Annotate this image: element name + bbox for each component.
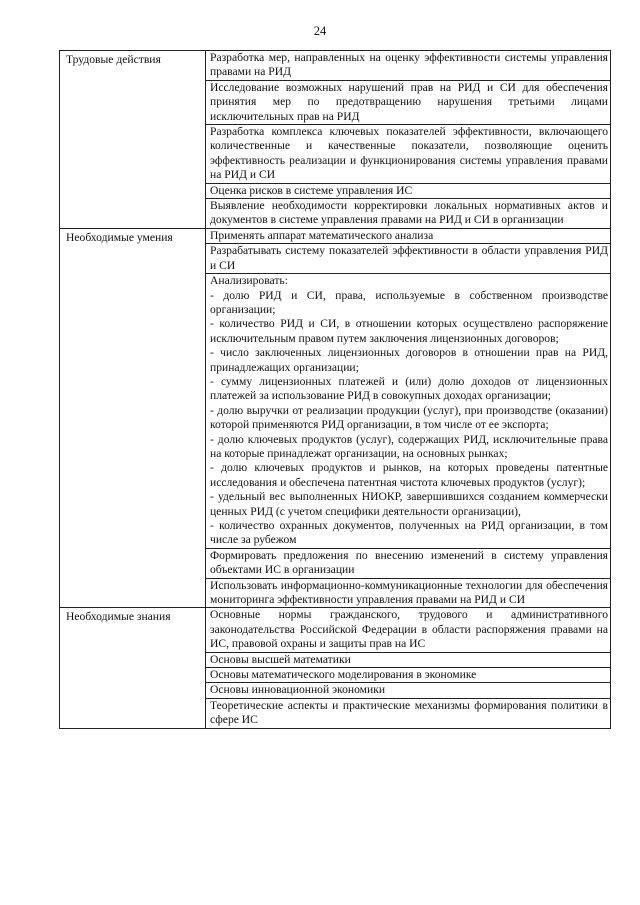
table-row [60, 608, 611, 652]
section-label: Необходимые знания [60, 608, 206, 728]
section-label: Трудовые действия [60, 51, 206, 229]
table-row [60, 228, 611, 243]
requirement-item: Выявление необходимости корректировки локальных нормативных актов и документов в системе управления правами на РИД и СИ в организации [206, 199, 611, 229]
table-row [60, 51, 611, 81]
page-number: 24 [313, 24, 327, 38]
requirement-item: Применять аппарат математического анализа [206, 228, 611, 243]
requirement-item: Теоретические аспекты и практические механизмы формирования политики в сфере ИС [206, 698, 611, 728]
requirement-item: Основы математического моделирования в экономике [206, 668, 611, 683]
requirement-item: Разработка комплекса ключевых показателей эффективности, включающего количественные и качественные показатели, позволяющие оценить эффективность реализации и функционирования системы управления правами на РИД и СИ [206, 125, 611, 184]
requirement-item: Основные нормы гражданского, трудового и административного законодательства Российской Федерации в области распоряжения правами на ИС, правовой охраны и защиты прав на ИС [206, 608, 611, 652]
competency-table [59, 50, 611, 729]
requirement-item: Оценка рисков в системе управления ИС [206, 183, 611, 198]
requirement-item: Разрабатывать систему показателей эффективности в области управления РИД и СИ [206, 244, 611, 274]
requirement-item: Основы инновационной экономики [206, 683, 611, 698]
requirement-item: Использовать информационно-коммуникационные технологии для обеспечения мониторинга эффективности управления правами на РИД и СИ [206, 578, 611, 608]
requirement-item: Анализировать: - долю РИД и СИ, права, используемые в собственном производстве организации; - количество РИД и СИ, в отношении которых осуществлено распоряжение исключительным правом путем заключения лицензионных договоров; - число заключенных лицензионных договоров в отношении прав на РИД, принадлежащих организации; - сумму лицензионных платежей и (или) долю доходов от лицензионных платежей за использование РИД в совокупных доходах организации; - долю выручки от реализации продукции (услуг), при производстве (оказании) которой применяются РИД организации, в том числе от ее экспорта; - долю ключевых продуктов (услуг), содержащих РИД, исключительные права на которые принадлежат организации, на основных рынках; - долю ключевых продуктов и рынков, на которых проведены патентные исследования и обеспечена патентная чистота ключевых продуктов (услуг); - удельный вес выполненных НИОКР, завершившихся созданием коммерчески ценных РИД (с учетом специфики деятельности организации), - количество охранных документов, полученных на РИД организации, в том числе за рубежом [206, 274, 611, 549]
section-label: Необходимые умения [60, 228, 206, 608]
requirement-item: Разработка мер, направленных на оценку эффективности системы управления правами на РИД [206, 51, 611, 81]
requirement-item: Формировать предложения по внесению изменений в систему управления объектами ИС в организации [206, 548, 611, 578]
requirement-item: Основы высшей математики [206, 652, 611, 667]
requirement-item: Исследование возможных нарушений прав на РИД и СИ для обеспечения принятия мер по предотвращению нарушения третьими лицами исключительных прав на РИД [206, 80, 611, 124]
